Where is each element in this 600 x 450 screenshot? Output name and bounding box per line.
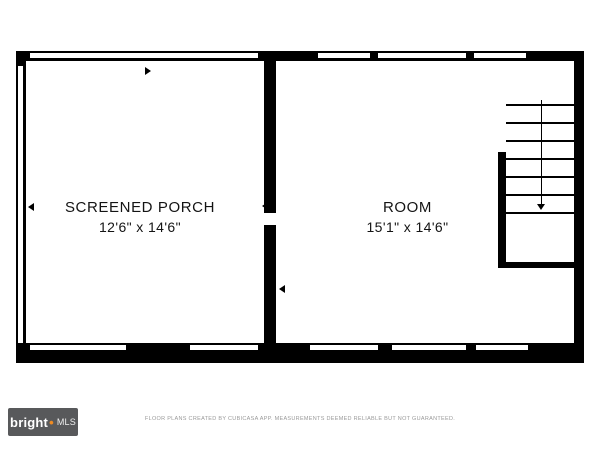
porch-top-window-line-inner: [30, 58, 258, 59]
room-bottom-window-line-c: [476, 350, 528, 351]
brand-suffix: MLS: [56, 417, 76, 427]
screened-porch-name: SCREENED PORCH: [64, 199, 216, 216]
stair-enclosure-wall-bottom: [498, 262, 574, 268]
porch-bottom-window-line: [30, 350, 126, 351]
disclaimer-text: FLOOR PLANS CREATED BY CUBICASA APP. MEASUREMENTS DEEMED RELIABLE BUT NOT GUARANTEED.: [144, 416, 456, 422]
porch-left-door-marker-icon: [28, 203, 34, 211]
interior-partition-wall-lower: [264, 225, 276, 363]
room-top-window-line-b: [378, 58, 466, 59]
stair-step: [506, 194, 574, 196]
porch-left-screen-line: [23, 66, 24, 348]
room-top-window-line-c: [474, 58, 526, 59]
screened-porch-dimensions: 12'6" x 14'6": [99, 219, 181, 236]
stair-direction-line: [541, 100, 542, 206]
interior-partition-wall-upper: [264, 51, 276, 213]
room-partition-door-marker-icon: [279, 285, 285, 293]
room-label-room: [315, 198, 500, 237]
brightmls-logo: [8, 408, 78, 436]
stair-step: [506, 104, 574, 106]
room-bottom-window-line-a: [310, 350, 378, 351]
brand-dot-icon: •: [49, 414, 54, 430]
exterior-wall-right: [574, 51, 584, 363]
footer: [0, 402, 600, 450]
porch-bottom-door-marker-icon: [143, 347, 151, 353]
porch-top-door-marker-icon: [145, 67, 151, 75]
stair-direction-arrow-icon: [537, 204, 545, 210]
interior-door-marker-icon: [262, 202, 268, 210]
stair-step: [506, 122, 574, 124]
stair-step: [506, 140, 574, 142]
porch-bottom-door-line: [190, 350, 258, 351]
stair-step: [506, 212, 574, 214]
stair-step: [506, 176, 574, 178]
stair-step: [506, 158, 574, 160]
room-label-screened-porch: [35, 198, 245, 237]
room-name: ROOM: [382, 199, 433, 216]
room-bottom-window-line-b: [392, 350, 466, 351]
room-top-window-line-a: [318, 58, 370, 59]
room-dimensions: 15'1" x 14'6": [366, 219, 449, 236]
brand-name: bright: [10, 414, 49, 430]
